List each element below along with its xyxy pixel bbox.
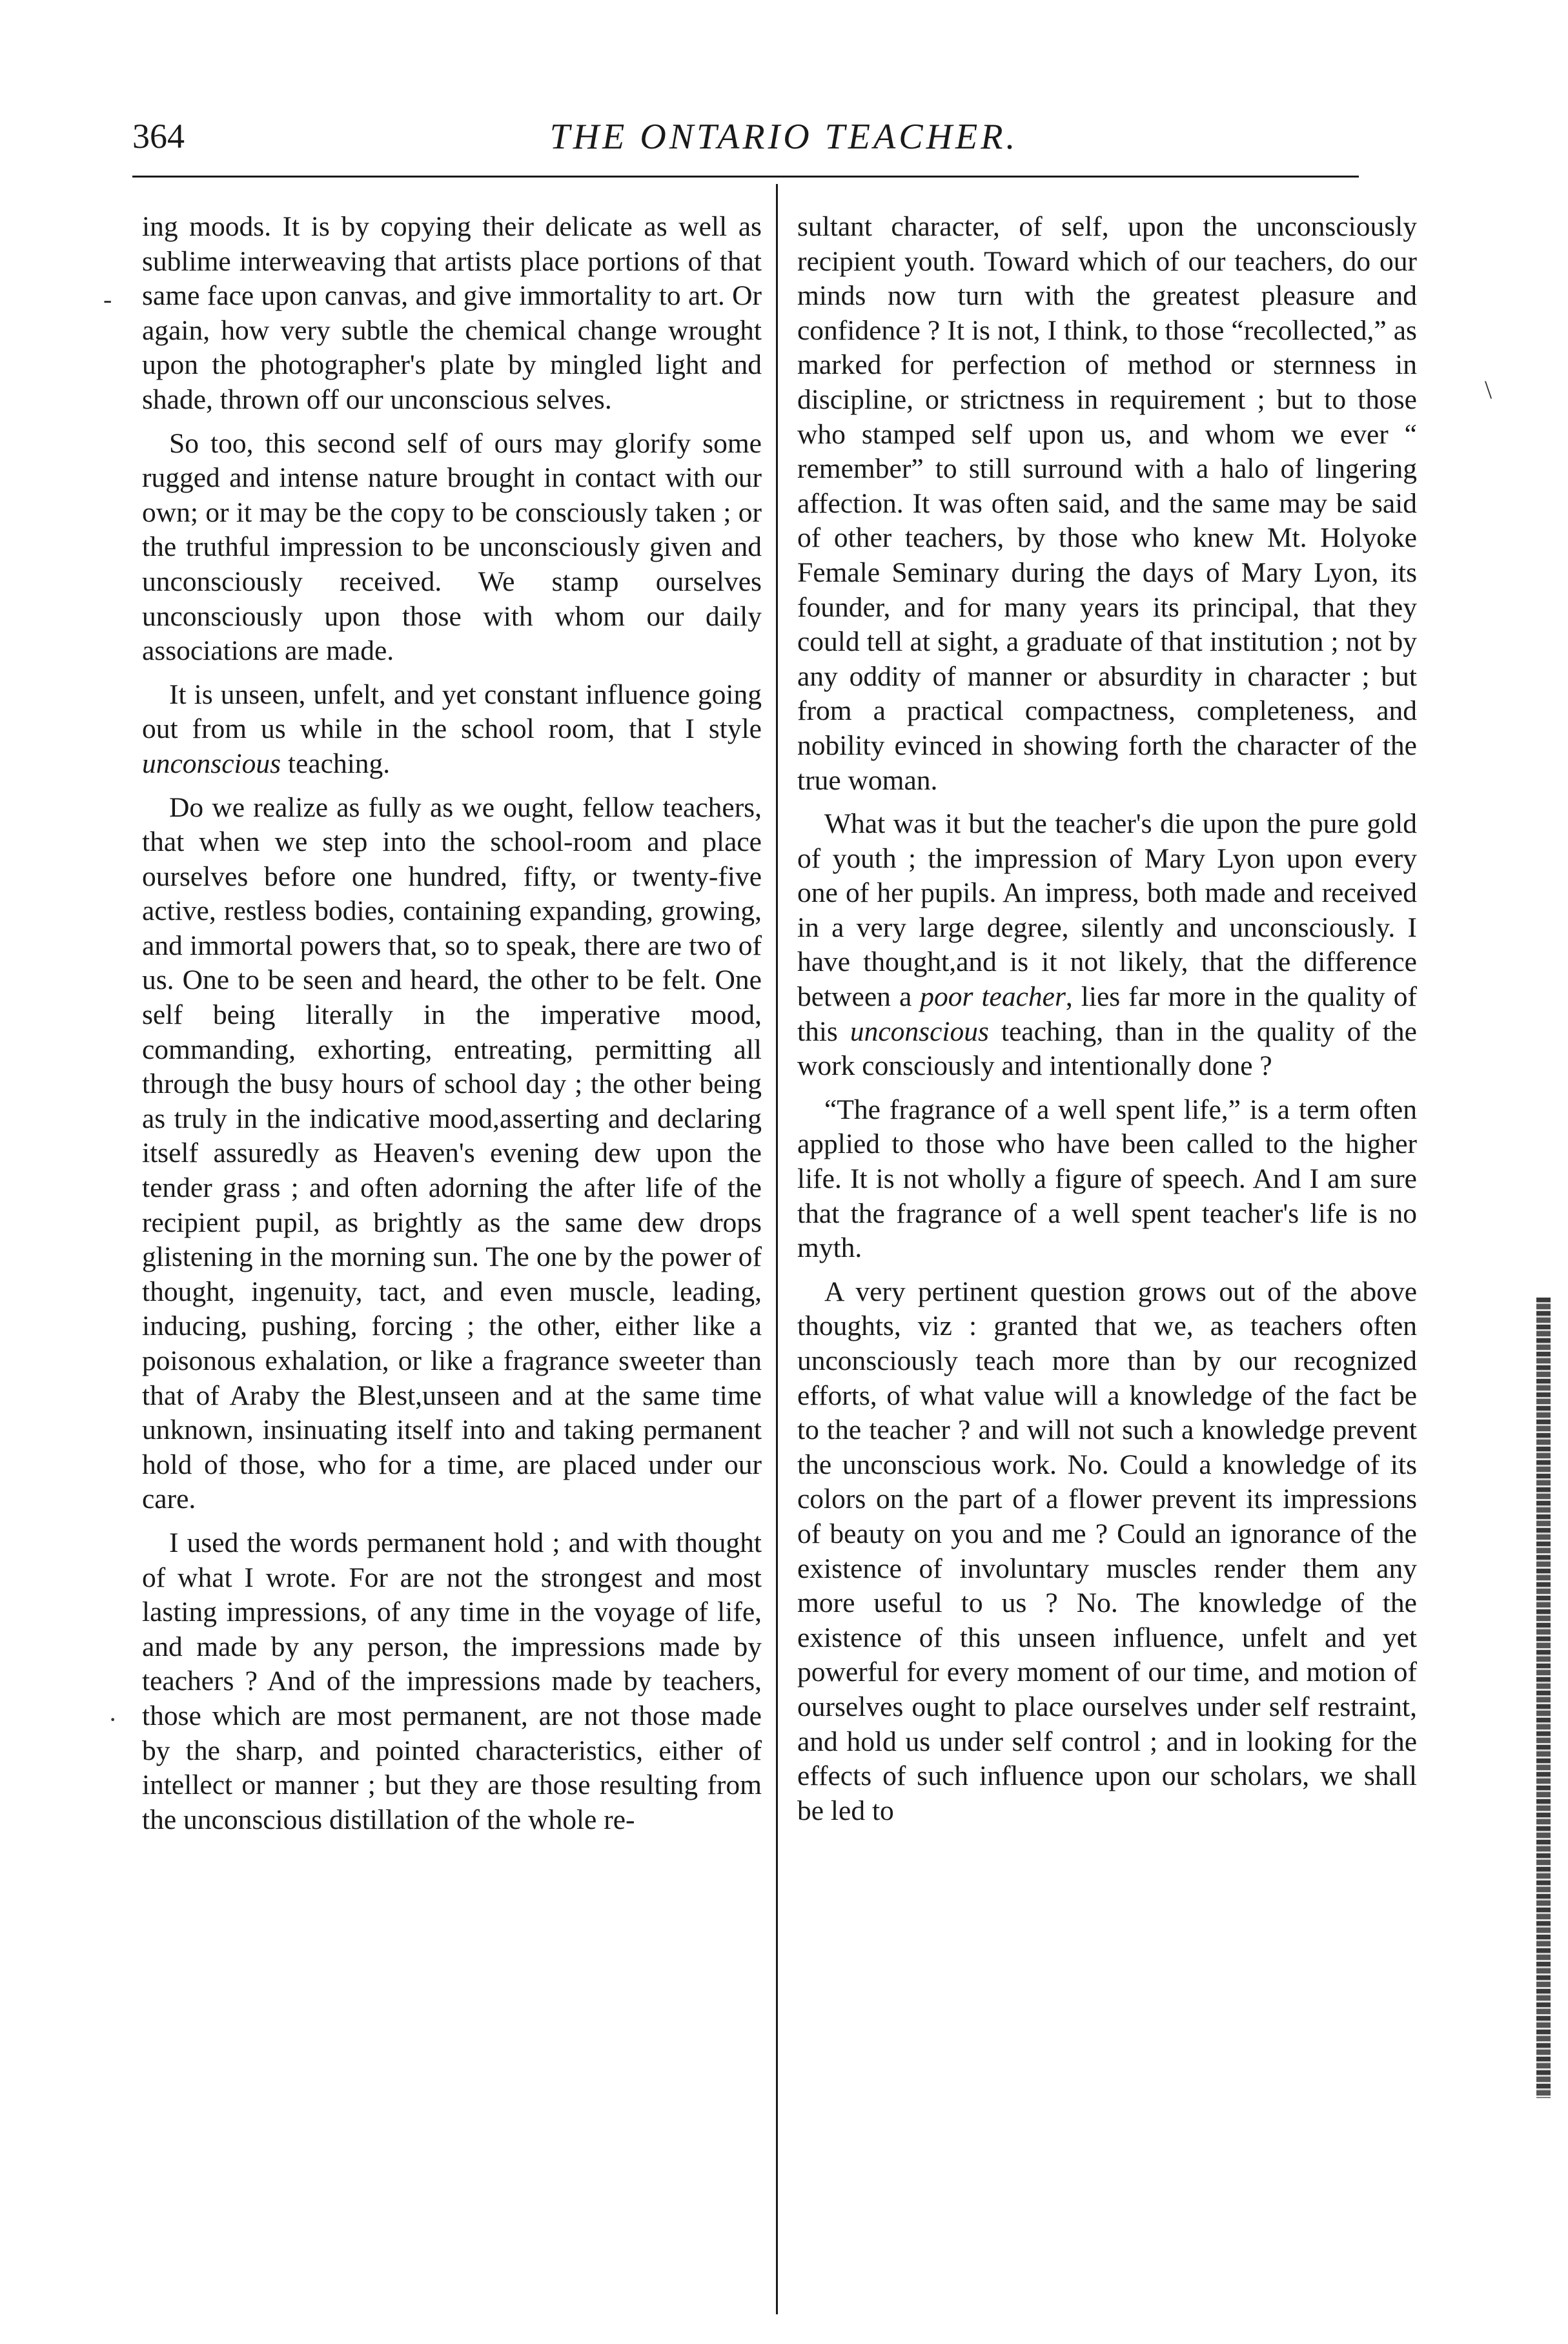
scan-edge-strip [1536,1298,1551,2098]
text-run: I used the words permanent hold ; and with thought of what I wrote. For are not the strongest and most lasting impressions, of any time in the voyage of life, and made by any person, the impressions made by teachers ? And of the impressions made by teachers, those which are most permanent, are not those made by the sharp, and pointed characteristics, either of intellect or manner ; but they are those resulting from the unconscious distillation of the whole re- [142,1527,762,1835]
paragraph [797,807,1417,1084]
continued-paragraph [797,210,1417,798]
margin-mark: \ [1485,375,1492,404]
paragraph [142,678,762,782]
paragraph [142,427,762,669]
italic-phrase: poor teacher [920,981,1066,1013]
text-run: teaching, than in the quality of the work consciously and intentionally done ? [797,1015,1417,1082]
left-column [142,210,762,1846]
column-divider [776,184,778,2314]
text-run: So too, this second self of ours may glorify some rugged and intense nature brought in contact with our own; or it may be the copy to be consciously taken ; or the truthful impression to be unconsciously given and unconsciously received. We stamp ourselves unconsciously upon those with whom our daily associations are made. [142,427,762,667]
continued-paragraph [142,210,762,418]
text-run: ing moods. It is by copying their delicate as well as sublime interweaving that artists place portions of that same face upon canvas, and give immortality to art. Or again, how very subtle the chemical change wrought upon the photographer's plate by mingled light and shade, thrown off our unconscious selves. [142,211,762,415]
text-run: “The fragrance of a well spent life,” is a term often applied to those who have been called to the higher life. It is not wholly a figure of speech. And I am sure that the fragrance of a well spent teacher's life is no myth. [797,1094,1417,1264]
italic-phrase: unconscious [142,748,281,779]
text-run: A very pertinent question grows out of the above thoughts, viz : granted that we, as teachers often unconsciously teach more than by our recognized efforts, of what value will a knowledge of the fact be to the teacher ? and will not such a knowledge prevent the unconscious work. No. Could a knowledge of its colors on the part of a flower prevent its impressions of beauty on you and me ? Could an ignorance of the existence of involuntary muscles render them any more useful to us ? No. The knowledge of the existence of this unseen influence, unfelt and yet powerful for every moment of our time, and motion of ourselves ought to place ourselves under self restraint, and hold us under self control ; and in looking for the effects of such influence upon our scholars, we shall be led to [797,1276,1417,1826]
paragraph [142,1526,762,1837]
text-run: What was it but the teacher's die upon the pure gold of youth ; the impression of Mary Lyon upon every one of her pupils. An impress, both made and received in a very large degree, silently and unconsciously. I have thought,and is it not likely, that the difference between a [797,808,1417,1013]
paragraph [797,1275,1417,1829]
running-title: THE ONTARIO TEACHER. [549,117,1019,157]
text-run: It is unseen, unfelt, and yet constant influence going out from us while in the school room, that I style [142,678,762,745]
right-column [797,210,1417,1837]
page-number: 364 [132,117,185,156]
italic-phrase: unconscious [850,1015,989,1047]
paragraph [797,1093,1417,1266]
paragraph [142,791,762,1517]
header-rule [132,176,1359,178]
text-run: teaching. [281,748,391,779]
text-run: , lies far more in the quality of this [797,981,1417,1047]
text-run: sultant character, of self, upon the unconsciously recipient youth. Toward which of our teachers, do our minds now turn with the greatest pleasure and confidence ? It is not, I think, to those “recollected,” as marked for perfection of method or sternness in discipline, or strictness in requirement ; but to those who stamped self upon us, and whom we ever “ remember” to still surround with a halo of lingering affection. It was often said, and the same may be said of other teachers, by those who knew Mt. Holyoke Female Seminary during the days of Mary Lyon, its founder, and for many years its principal, that they could tell at sight, a graduate of that institution ; not by any oddity of manner or absurdity in character ; but from a practical compactness, completeness, and nobility evinced in showing forth the character of the true woman. [797,211,1417,796]
margin-mark: · [108,1705,117,1734]
margin-mark: - [103,285,112,314]
text-run: Do we realize as fully as we ought, fellow teachers, that when we step into the school-room and place ourselves before one hundred, fifty, or twenty-five active, restless bodies, containing expanding, growing, and immortal powers that, so to speak, there are two of us. One to be seen and heard, the other to be felt. One self being literally in the imperative mood, commanding, exhorting, entreating, permitting all through the busy hours of school day ; the other being as truly in the indicative mood,asserting and declaring itself assuredly as Heaven's evening dew upon the tender grass ; and often adorning the after life of the recipient pupil, as brightly as the same dew drops glistening in the morning sun. The one by the power of thought, ingenuity, tact, and even muscle, leading, inducing, pushing, forcing ; the other, either like a poisonous exhalation, or like a fragrance sweeter than that of Araby the Blest,unseen and at the same time unknown, insinuating itself into and taking permanent hold of those, who for a time, are placed under our care. [142,791,762,1515]
